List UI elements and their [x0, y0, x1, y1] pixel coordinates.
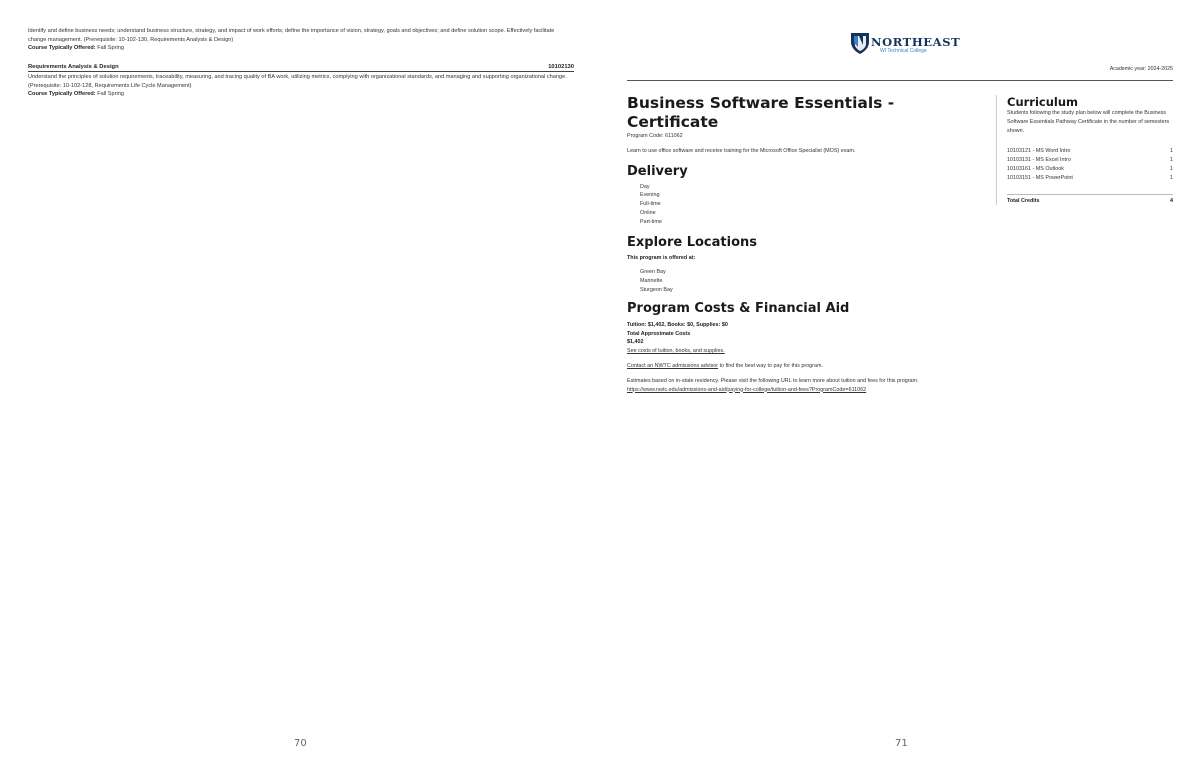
header-divider: [627, 80, 1173, 81]
costs-heading: Program Costs & Financial Aid: [627, 300, 850, 316]
list-item: Day: [640, 183, 650, 190]
table-row: 10103161 - MS Outlook 1: [1007, 165, 1173, 172]
list-item: Sturgeon Bay: [640, 286, 673, 293]
shield-icon: [850, 31, 870, 55]
academic-year: Academic year: 2024-2025: [1109, 66, 1173, 72]
tuition-line: Tuition: $1,402, Books: $0, Supplies: $0: [627, 321, 728, 328]
costs-link[interactable]: See costs of tuition, books, and supplies.: [627, 348, 725, 355]
table-row: 10103131 - MS Excel Intro 1: [1007, 157, 1173, 164]
delivery-list: [627, 183, 987, 227]
curriculum-intro: Students following the study plan below will complete the Business Software Essentials Pathway Certificate in the number of semesters shown.: [1007, 110, 1170, 134]
locations-list: [627, 268, 987, 294]
total-credits-row: Total Credits 4: [1007, 194, 1173, 206]
course-offered-line: Course Typically Offered: Fall Spring: [28, 45, 124, 52]
advisor-line: Contact an NWTC admissions advisor to find the best way to pay for this program.: [627, 362, 823, 369]
list-item: Part-time: [640, 218, 662, 225]
advisor-link[interactable]: Contact an NWTC admissions advisor: [627, 362, 719, 369]
page-number: 70: [294, 738, 307, 749]
program-code: Program Code: 611062: [627, 133, 683, 139]
tuition-url-link[interactable]: https://www.nwtc.edu/admissions-and-aid/paying-for-college/tuition-and-fees?ProgramCode=611062: [627, 386, 867, 393]
course-title: Requirements Analysis & Design: [28, 64, 119, 70]
course-description: Understand the principles of solution requirements, traceability, measuring, and tracing quality of BA work, utilizing metrics, complying with organizational standards, and managing and supporting organizational change. (Prerequisite: 10-102-128, Requirements Life Cycle Management) Course Typically Offered: Fall Spring: [28, 74, 567, 98]
program-title: Business Software Essentials - Certificate: [627, 94, 895, 131]
list-item: Online: [640, 209, 656, 216]
curriculum-heading: Curriculum: [1007, 95, 1079, 109]
table-row: 10103151 - MS PowerPoint 1: [1007, 174, 1173, 181]
total-costs-value: $1,402: [627, 339, 644, 346]
course-code: 10102130: [548, 64, 574, 70]
logo-wordmark: NORTHEAST: [871, 35, 961, 49]
program-intro: Learn to use office software and receive training for the Microsoft Office Specialist (MOS) exam.: [627, 147, 856, 154]
course-header: [28, 64, 574, 72]
college-logo: [850, 31, 960, 57]
list-item: Green Bay: [640, 269, 666, 276]
list-item: Marinette: [640, 278, 663, 285]
logo-subtitle: WI Technical College: [880, 47, 927, 54]
curriculum-panel: [996, 95, 1173, 205]
list-item: Full-time: [640, 201, 661, 208]
total-costs-label: Total Approximate Costs: [627, 330, 691, 337]
curriculum-list: [1007, 147, 1173, 182]
course-description-intro: Identify and define business needs; understand business structure, strategy, and impact of work efforts; define the importance of vision, strategy, goals and objectives; and define solution scope. Effectively facilitate change management. (Prerequisite: 10-102-130, Requirements Analysis & Design) Course Typically Offered: Fall Spring: [28, 28, 555, 52]
delivery-heading: Delivery: [627, 163, 688, 179]
course-offered-line: Course Typically Offered: Fall Spring: [28, 91, 124, 98]
right-page: [600, 0, 1200, 776]
estimates-text: Estimates based on in-state residency. Please visit the following URL to learn more about tuition and fees for this program.: [627, 377, 919, 384]
page-number: 71: [895, 738, 908, 749]
offered-at-label: This program is offered at:: [627, 254, 696, 261]
list-item: Evening: [640, 192, 660, 199]
table-row: 10103121 - MS Word Intro 1: [1007, 148, 1173, 155]
program-details: [627, 94, 987, 394]
locations-heading: Explore Locations: [627, 234, 757, 250]
